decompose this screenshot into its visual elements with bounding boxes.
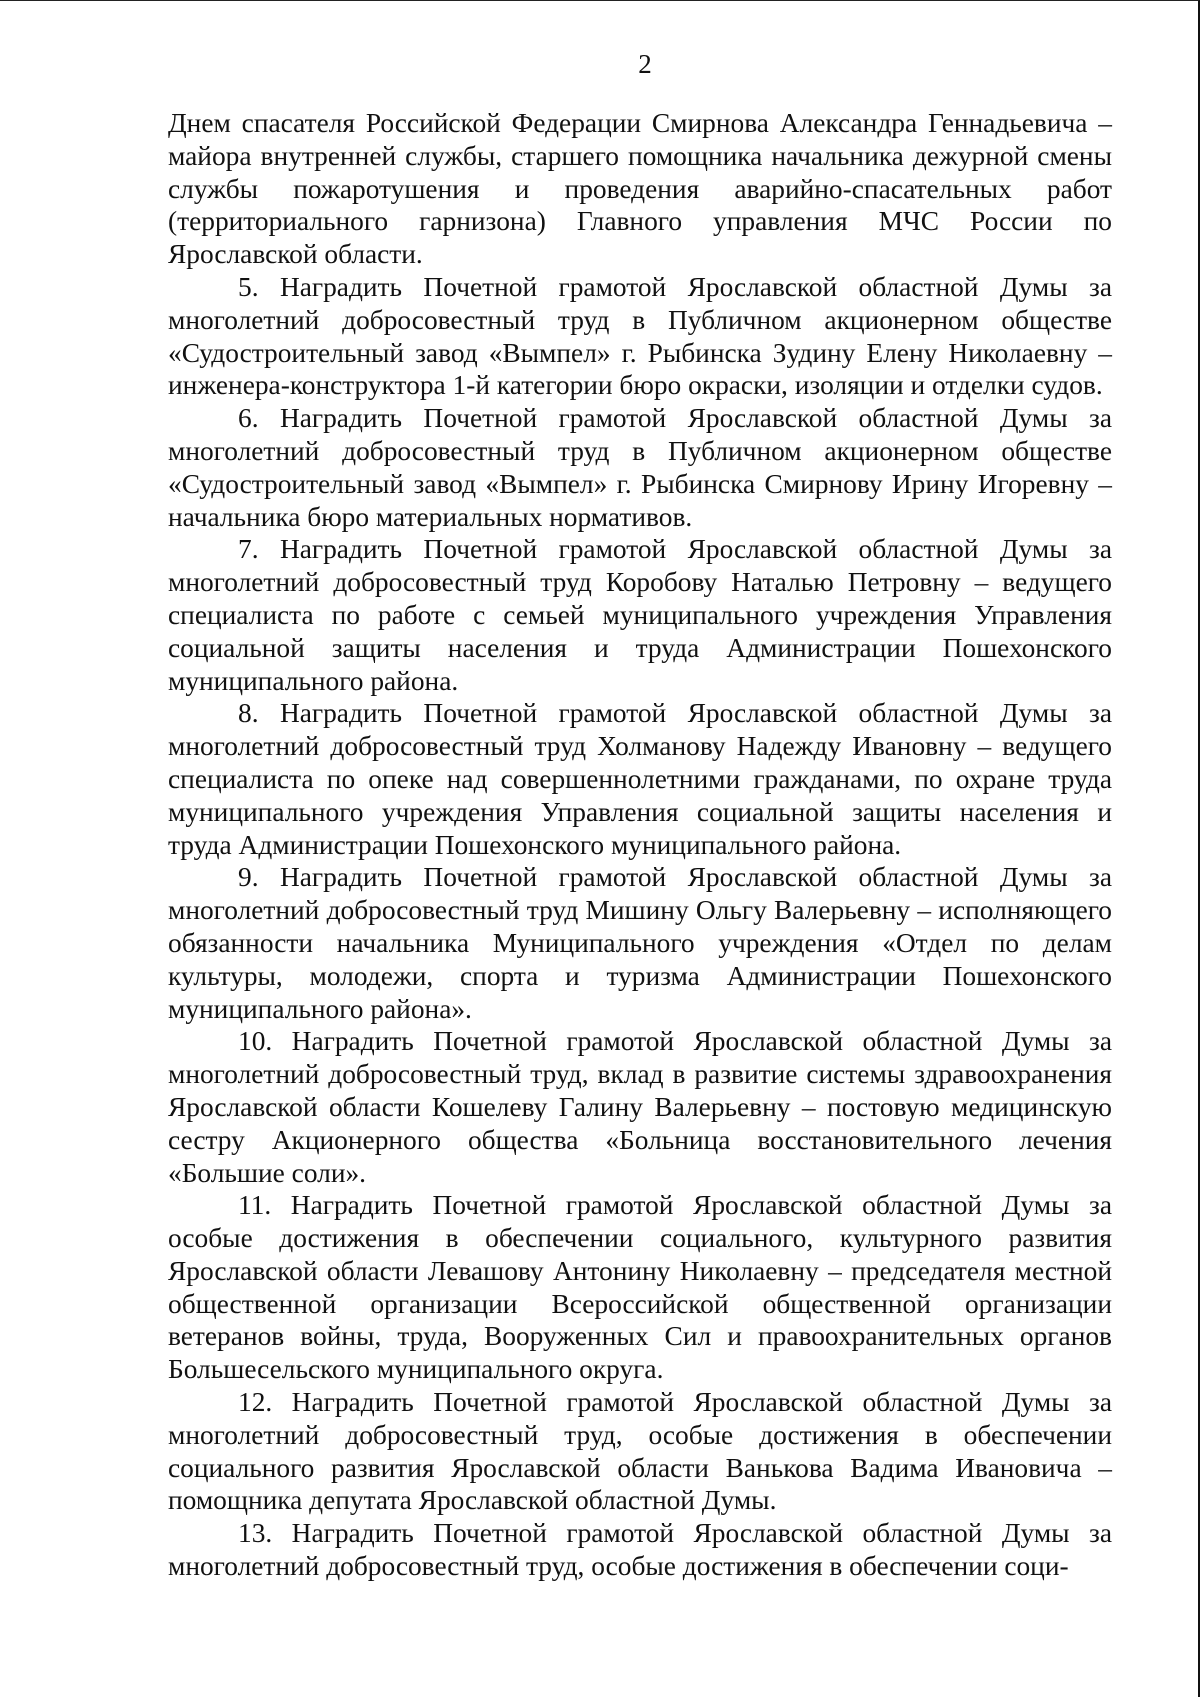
award-paragraph-12: 12. Наградить Почетной грамотой Ярославской областной Думы за многолетний добросовестный труд, особые достижения в обеспечении социального развития Ярославской области Ванькова Вадима Ивановича – помощника депутата Ярославской областной Думы. xyxy=(168,1387,1112,1516)
award-paragraph-13: 13. Наградить Почетной грамотой Ярославской областной Думы за многолетний добросовестный труд, особые достижения в обеспечении соци- xyxy=(168,1518,1112,1582)
award-paragraph-8: 8. Наградить Почетной грамотой Ярославской областной Думы за многолетний добросовестный труд Холманову Надежду Ивановну – ведущего специалиста по опеке над совершеннолетними гражданами, по охране труда муниципального учреждения Управления социальной защиты населения и труда Администрации Пошехонского муниципального района. xyxy=(168,698,1112,860)
page-number: 2 xyxy=(638,49,652,79)
award-paragraph-11: 11. Наградить Почетной грамотой Ярославской областной Думы за особые достижения в обеспечении социального, культурного развития Ярославской области Левашову Антонину Николаевну – председателя местной общественной организации Всероссийской общественной организации ветеранов войны, труда, Вооруженных Сил и правоохранительных органов Большесельского муниципального округа. xyxy=(168,1190,1112,1385)
award-paragraph-6: 6. Наградить Почетной грамотой Ярославской областной Думы за многолетний добросовестный труд в Публичном акционерном обществе «Судостроительный завод «Вымпел» г. Рыбинска Смирнову Ирину Игоревну – начальника бюро материальных нормативов. xyxy=(168,403,1112,532)
award-paragraph-10: 10. Наградить Почетной грамотой Ярославской областной Думы за многолетний добросовестный труд, вклад в развитие системы здравоохранения Ярославской области Кошелеву Галину Валерьевну – постовую медицинскую сестру Акционерного общества «Больница восстановительного лечения «Большие соли». xyxy=(168,1026,1112,1188)
award-paragraph-5: 5. Наградить Почетной грамотой Ярославской областной Думы за многолетний добросовестный труд в Публичном акционерном обществе «Судостроительный завод «Вымпел» г. Рыбинска Зудину Елену Николаевну – инженера-конструктора 1-й категории бюро окраски, изоляции и отделки судов. xyxy=(168,271,1112,401)
continuation-paragraph: Днем спасателя Российской Федерации Смирнова Александра Геннадьевича – майора внутренней службы, старшего помощника начальника дежурной смены службы пожаротушения и проведения аварийно-спасательных работ (территориального гарнизона) Главного управления МЧС России по Ярославской области. xyxy=(168,108,1112,270)
document-body xyxy=(168,107,1112,1583)
award-paragraph-7: 7. Наградить Почетной грамотой Ярославской областной Думы за многолетний добросовестный труд Коробову Наталью Петровну – ведущего специалиста по работе с семьей муниципального учреждения Управления социальной защиты населения и труда Администрации Пошехонского муниципального района. xyxy=(168,534,1112,696)
award-paragraph-9: 9. Наградить Почетной грамотой Ярославской областной Думы за многолетний добросовестный труд Мишину Ольгу Валерьевну – исполняющего обязанности начальника Муниципального учреждения «Отдел по делам культуры, молодежи, спорта и туризма Администрации Пошехонского муниципального района». xyxy=(168,862,1112,1024)
